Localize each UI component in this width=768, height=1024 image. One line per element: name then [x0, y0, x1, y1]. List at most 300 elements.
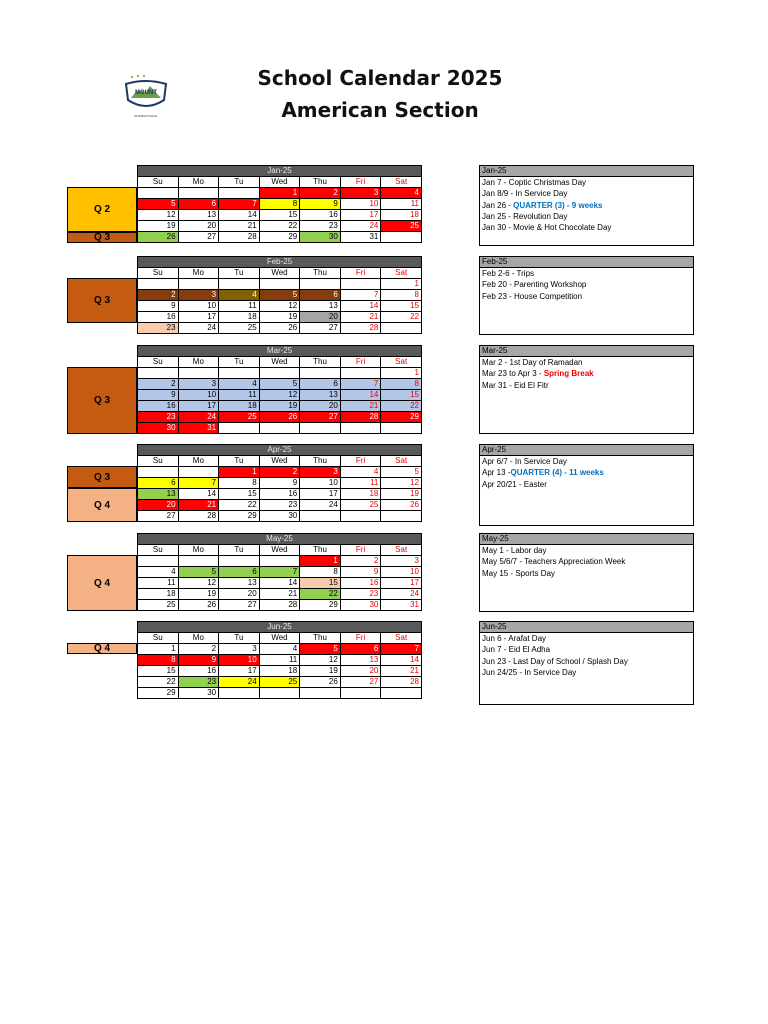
page-title: School Calendar 2025 — [257, 66, 503, 90]
event-item — [480, 656, 693, 667]
date-cell — [381, 323, 422, 334]
event-text: Apr 13 - — [482, 468, 511, 478]
date-cell: 9 — [300, 199, 341, 210]
date-cell: 2 — [178, 644, 219, 655]
day-name: Su — [138, 456, 179, 467]
date-cell: 4 — [138, 567, 179, 578]
event-text: May 15 - Sports Day — [482, 568, 555, 578]
date-cell: 7 — [259, 567, 300, 578]
date-cell: 12 — [300, 655, 341, 666]
event-item — [480, 545, 693, 556]
date-cell: 26 — [138, 232, 179, 243]
date-cell: 30 — [178, 688, 219, 699]
date-cell: 26 — [259, 412, 300, 423]
date-cell: 9 — [138, 301, 179, 312]
date-cell: 1 — [219, 467, 260, 478]
date-cell: 1 — [381, 279, 422, 290]
date-cell: 10 — [340, 199, 381, 210]
date-cell: 19 — [381, 489, 422, 500]
date-cell: 5 — [259, 290, 300, 301]
date-cell: 27 — [219, 600, 260, 611]
date-cell: 24 — [300, 500, 341, 511]
date-cell: 8 — [300, 567, 341, 578]
day-name: Su — [138, 545, 179, 556]
event-text: QUARTER (4) - 11 weeks — [510, 468, 604, 478]
date-cell: 24 — [381, 589, 422, 600]
date-cell — [178, 188, 219, 199]
date-cell: 22 — [219, 500, 260, 511]
event-text: Jun 6 - Arafat Day — [482, 634, 547, 643]
day-name: Tu — [219, 456, 260, 467]
date-cell: 10 — [381, 567, 422, 578]
date-cell: 3 — [219, 644, 260, 655]
day-name: Wed — [259, 357, 300, 368]
date-cell — [340, 368, 381, 379]
date-cell: 8 — [381, 379, 422, 390]
date-cell: 8 — [381, 290, 422, 301]
date-cell — [340, 279, 381, 290]
date-cell: 11 — [381, 199, 422, 210]
day-name: Fri — [340, 545, 381, 556]
date-cell: 1 — [381, 368, 422, 379]
day-name: Sat — [381, 268, 422, 279]
date-cell: 13 — [300, 390, 341, 401]
date-cell: 25 — [138, 600, 179, 611]
quarter-label: Q 3 — [67, 367, 137, 434]
day-name: Su — [138, 633, 179, 644]
date-cell: 27 — [300, 323, 341, 334]
date-cell: 23 — [259, 500, 300, 511]
date-cell — [219, 556, 260, 567]
date-cell: 20 — [178, 221, 219, 232]
date-cell: 5 — [138, 199, 179, 210]
date-cell — [300, 368, 341, 379]
date-cell: 12 — [138, 210, 179, 221]
date-cell: 12 — [259, 390, 300, 401]
date-cell: 28 — [381, 677, 422, 688]
date-cell: 20 — [340, 666, 381, 677]
date-cell: 24 — [178, 412, 219, 423]
date-cell: 19 — [138, 221, 179, 232]
date-cell: 22 — [300, 589, 341, 600]
day-name: Sat — [381, 456, 422, 467]
date-cell: 1 — [259, 188, 300, 199]
event-text: Mar 2 - 1st Day of Ramadan — [482, 358, 583, 367]
day-name: Mo — [178, 456, 219, 467]
date-cell: 30 — [340, 600, 381, 611]
date-cell: 6 — [300, 290, 341, 301]
date-cell: 25 — [259, 677, 300, 688]
date-cell: 26 — [259, 323, 300, 334]
event-text: May 1 - Labor day — [482, 546, 547, 555]
date-cell: 20 — [300, 312, 341, 323]
day-name: Wed — [259, 177, 300, 188]
date-cell: 5 — [178, 567, 219, 578]
date-cell: 24 — [340, 221, 381, 232]
date-cell — [259, 279, 300, 290]
date-cell — [381, 688, 422, 699]
date-cell: 21 — [340, 312, 381, 323]
quarter-label: Q 2 — [67, 187, 137, 232]
day-name: Tu — [219, 268, 260, 279]
date-cell: 22 — [381, 312, 422, 323]
quarter-label: Q 4 — [67, 555, 137, 611]
day-name: Su — [138, 357, 179, 368]
date-cell: 23 — [138, 412, 179, 423]
date-cell: 14 — [340, 390, 381, 401]
date-cell: 29 — [259, 232, 300, 243]
day-name: Su — [138, 177, 179, 188]
date-cell: 25 — [381, 221, 422, 232]
date-cell — [340, 423, 381, 434]
svg-text:MOUNT: MOUNT — [135, 90, 157, 96]
day-name: Sat — [381, 633, 422, 644]
month-calendar-jan-25 — [137, 165, 422, 243]
date-cell: 13 — [340, 655, 381, 666]
event-item — [480, 667, 693, 678]
date-cell — [138, 279, 179, 290]
month-calendar-feb-25 — [137, 256, 422, 334]
date-cell: 4 — [219, 379, 260, 390]
day-name: Mo — [178, 545, 219, 556]
day-name: Mo — [178, 268, 219, 279]
day-name: Sat — [381, 177, 422, 188]
date-cell: 15 — [138, 666, 179, 677]
date-cell: 18 — [219, 401, 260, 412]
day-name: Thu — [300, 177, 341, 188]
day-name: Fri — [340, 177, 381, 188]
date-cell: 19 — [178, 589, 219, 600]
date-cell: 3 — [178, 379, 219, 390]
date-cell: 25 — [340, 500, 381, 511]
events-header: Jan-25 — [480, 166, 693, 177]
date-cell: 1 — [300, 556, 341, 567]
month-header: May-25 — [138, 534, 422, 545]
date-cell: 21 — [340, 401, 381, 412]
event-item — [480, 568, 693, 579]
date-cell: 17 — [178, 401, 219, 412]
date-cell — [219, 188, 260, 199]
date-cell — [178, 279, 219, 290]
date-cell: 21 — [259, 589, 300, 600]
date-cell: 15 — [300, 578, 341, 589]
date-cell: 14 — [340, 301, 381, 312]
event-text: Jan 7 - Coptic Christmas Day — [482, 178, 587, 187]
event-text: May 5/6/7 - Teachers Appreciation Week — [482, 557, 626, 567]
date-cell — [340, 688, 381, 699]
date-cell: 23 — [138, 323, 179, 334]
date-cell: 8 — [138, 655, 179, 666]
event-text: Jan 25 - Revolution Day — [482, 211, 568, 221]
day-name: Fri — [340, 357, 381, 368]
date-cell: 21 — [381, 666, 422, 677]
date-cell: 17 — [178, 312, 219, 323]
date-cell: 14 — [259, 578, 300, 589]
date-cell: 23 — [300, 221, 341, 232]
day-name: Sat — [381, 545, 422, 556]
events-panel — [479, 533, 694, 612]
events-header: May-25 — [480, 534, 693, 545]
event-text: Jun 23 - Last Day of School / Splash Day — [482, 656, 628, 666]
date-cell — [259, 688, 300, 699]
day-name: Mo — [178, 357, 219, 368]
date-cell: 29 — [381, 412, 422, 423]
day-name: Fri — [340, 268, 381, 279]
date-cell: 6 — [340, 644, 381, 655]
date-cell: 4 — [381, 188, 422, 199]
day-name: Wed — [259, 545, 300, 556]
date-cell: 5 — [259, 379, 300, 390]
date-cell: 28 — [340, 323, 381, 334]
month-header: Feb-25 — [138, 257, 422, 268]
svg-text:INTERNATIONAL: INTERNATIONAL — [134, 114, 158, 118]
date-cell: 2 — [259, 467, 300, 478]
date-cell: 18 — [219, 312, 260, 323]
event-item — [480, 222, 693, 233]
day-name: Thu — [300, 633, 341, 644]
date-cell: 7 — [381, 644, 422, 655]
date-cell: 8 — [219, 478, 260, 489]
date-cell: 20 — [300, 401, 341, 412]
events-header: Apr-25 — [480, 445, 693, 456]
date-cell: 3 — [381, 556, 422, 567]
date-cell — [300, 423, 341, 434]
date-cell: 2 — [340, 556, 381, 567]
date-cell: 7 — [340, 290, 381, 301]
date-cell: 30 — [259, 511, 300, 522]
date-cell: 4 — [259, 644, 300, 655]
month-header: Jan-25 — [138, 166, 422, 177]
day-name: Fri — [340, 633, 381, 644]
date-cell: 17 — [300, 489, 341, 500]
day-name: Thu — [300, 545, 341, 556]
date-cell: 11 — [340, 478, 381, 489]
date-cell — [381, 232, 422, 243]
date-cell: 3 — [300, 467, 341, 478]
date-cell: 28 — [219, 232, 260, 243]
date-cell: 5 — [381, 467, 422, 478]
date-cell: 23 — [340, 589, 381, 600]
day-name: Tu — [219, 177, 260, 188]
date-cell: 16 — [300, 210, 341, 221]
month-calendar-mar-25 — [137, 345, 422, 434]
day-name: Tu — [219, 545, 260, 556]
date-cell — [219, 423, 260, 434]
date-cell: 9 — [259, 478, 300, 489]
date-cell: 4 — [340, 467, 381, 478]
event-text: Jun 7 - Eid El Adha — [482, 645, 551, 655]
date-cell: 21 — [178, 500, 219, 511]
date-cell: 22 — [381, 401, 422, 412]
date-cell: 29 — [219, 511, 260, 522]
event-text: QUARTER (3) - 9 weeks — [513, 200, 603, 210]
date-cell — [219, 368, 260, 379]
date-cell: 3 — [340, 188, 381, 199]
date-cell: 18 — [259, 666, 300, 677]
date-cell: 15 — [219, 489, 260, 500]
event-item — [480, 644, 693, 655]
date-cell: 12 — [178, 578, 219, 589]
date-cell: 7 — [178, 478, 219, 489]
quarter-label: Q 4 — [67, 488, 137, 522]
date-cell — [138, 188, 179, 199]
event-text: Jan 30 - Movie & Hot Chocolate Day — [482, 223, 612, 233]
date-cell: 16 — [138, 312, 179, 323]
date-cell: 14 — [219, 210, 260, 221]
date-cell: 25 — [219, 412, 260, 423]
day-name: Wed — [259, 268, 300, 279]
date-cell: 18 — [138, 589, 179, 600]
date-cell: 2 — [138, 379, 179, 390]
date-cell — [340, 511, 381, 522]
date-cell: 17 — [381, 578, 422, 589]
event-text: Apr 20/21 - Easter — [482, 479, 547, 489]
date-cell: 27 — [340, 677, 381, 688]
date-cell: 11 — [259, 655, 300, 666]
event-text: Feb 20 - Parenting Workshop — [482, 280, 587, 290]
date-cell: 9 — [340, 567, 381, 578]
month-calendar-jun-25 — [137, 621, 422, 699]
date-cell: 6 — [178, 199, 219, 210]
date-cell: 25 — [219, 323, 260, 334]
date-cell: 11 — [219, 390, 260, 401]
date-cell: 30 — [138, 423, 179, 434]
event-text: Feb 2-6 - Trips — [482, 269, 535, 278]
date-cell: 31 — [178, 423, 219, 434]
date-cell: 2 — [300, 188, 341, 199]
date-cell: 17 — [219, 666, 260, 677]
event-item — [480, 456, 693, 467]
date-cell: 30 — [300, 232, 341, 243]
day-name: Thu — [300, 268, 341, 279]
date-cell: 24 — [219, 677, 260, 688]
date-cell: 19 — [259, 401, 300, 412]
date-cell: 14 — [381, 655, 422, 666]
event-item — [480, 291, 693, 302]
date-cell: 6 — [219, 567, 260, 578]
date-cell: 12 — [259, 301, 300, 312]
date-cell: 14 — [178, 489, 219, 500]
date-cell — [138, 556, 179, 567]
date-cell: 2 — [138, 290, 179, 301]
date-cell: 16 — [340, 578, 381, 589]
date-cell: 28 — [259, 600, 300, 611]
day-name: Su — [138, 268, 179, 279]
date-cell: 17 — [340, 210, 381, 221]
date-cell — [300, 279, 341, 290]
date-cell: 6 — [300, 379, 341, 390]
date-cell — [259, 368, 300, 379]
date-cell: 12 — [381, 478, 422, 489]
event-text: Jan 8/9 - In Service Day — [482, 189, 568, 199]
date-cell: 5 — [300, 644, 341, 655]
date-cell: 10 — [300, 478, 341, 489]
month-header: Jun-25 — [138, 622, 422, 633]
date-cell: 26 — [178, 600, 219, 611]
events-panel — [479, 256, 694, 335]
date-cell — [300, 511, 341, 522]
day-name: Mo — [178, 633, 219, 644]
date-cell: 9 — [138, 390, 179, 401]
date-cell — [219, 279, 260, 290]
date-cell: 27 — [138, 511, 179, 522]
event-item — [480, 556, 693, 567]
date-cell: 26 — [381, 500, 422, 511]
event-item — [480, 467, 693, 478]
quarter-label: Q 4 — [67, 643, 137, 654]
date-cell: 19 — [259, 312, 300, 323]
date-cell: 27 — [178, 232, 219, 243]
date-cell: 22 — [259, 221, 300, 232]
event-text: Jun 24/25 - In Service Day — [482, 667, 577, 677]
month-header: Apr-25 — [138, 445, 422, 456]
date-cell: 8 — [259, 199, 300, 210]
date-cell: 10 — [178, 390, 219, 401]
event-text: Apr 6/7 - In Service Day — [482, 457, 567, 466]
date-cell: 16 — [259, 489, 300, 500]
page-subtitle: American Section — [281, 98, 479, 122]
event-text: Mar 23 to Apr 3 - — [482, 369, 544, 379]
date-cell: 26 — [300, 677, 341, 688]
date-cell — [219, 688, 260, 699]
date-cell: 20 — [138, 500, 179, 511]
date-cell: 10 — [219, 655, 260, 666]
date-cell — [381, 511, 422, 522]
date-cell — [178, 467, 219, 478]
date-cell: 29 — [138, 688, 179, 699]
quarter-label: Q 3 — [67, 278, 137, 323]
date-cell: 4 — [219, 290, 260, 301]
event-item — [480, 279, 693, 290]
date-cell — [259, 423, 300, 434]
date-cell: 7 — [219, 199, 260, 210]
day-name: Tu — [219, 357, 260, 368]
quarter-label: Q 3 — [67, 232, 137, 243]
event-item — [480, 177, 693, 188]
date-cell: 19 — [300, 666, 341, 677]
date-cell — [381, 423, 422, 434]
month-calendar-apr-25 — [137, 444, 422, 522]
school-logo — [118, 72, 174, 120]
date-cell — [178, 556, 219, 567]
date-cell: 13 — [219, 578, 260, 589]
event-text: Feb 23 - House Competition — [482, 291, 583, 301]
date-cell — [138, 467, 179, 478]
day-name: Wed — [259, 456, 300, 467]
events-panel — [479, 165, 694, 246]
date-cell: 11 — [138, 578, 179, 589]
date-cell: 15 — [381, 301, 422, 312]
date-cell: 7 — [340, 379, 381, 390]
date-cell: 1 — [138, 644, 179, 655]
date-cell: 28 — [178, 511, 219, 522]
month-calendar-may-25 — [137, 533, 422, 611]
date-cell: 15 — [381, 390, 422, 401]
event-item — [480, 368, 693, 379]
date-cell: 24 — [178, 323, 219, 334]
date-cell: 23 — [178, 677, 219, 688]
date-cell: 11 — [219, 301, 260, 312]
date-cell — [138, 368, 179, 379]
day-name: Wed — [259, 633, 300, 644]
events-panel — [479, 444, 694, 526]
event-item — [480, 268, 693, 279]
date-cell: 16 — [138, 401, 179, 412]
day-name: Fri — [340, 456, 381, 467]
quarter-label: Q 3 — [67, 466, 137, 488]
date-cell: 31 — [340, 232, 381, 243]
event-item — [480, 200, 693, 211]
